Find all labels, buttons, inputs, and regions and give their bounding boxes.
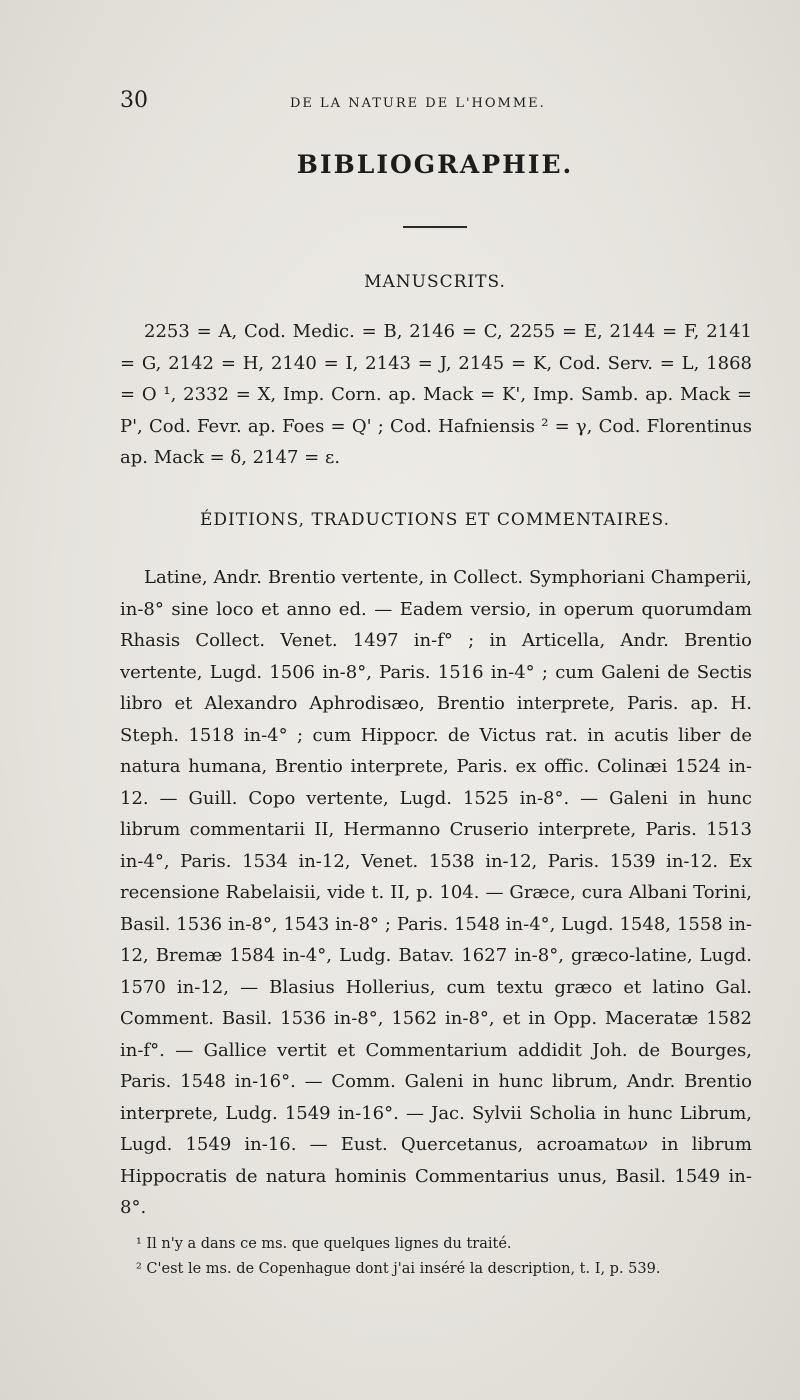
running-head — [120, 88, 750, 113]
page-number: 30 — [120, 88, 148, 113]
footnote-2: ² C'est le ms. de Copenhague dont j'ai inséré la description, t. I, p. 539. — [136, 1261, 661, 1277]
manuscripts-heading: MANUSCRITS. — [364, 272, 506, 292]
editions-paragraph: Latine, Andr. Brentio vertente, in Collect. Symphoriani Champerii, in-8° sine loco et anno ed. — Eadem versio, in operum quorumdam Rhasis Collect. Venet. 1497 in-f° ; in Articella, Andr. Brentio vertente, Lugd. 1506 in-8°, Paris. 1516 in-4° ; cum Galeni de Sectis libro et Alexandro Aphrodisæo, Brentio interprete, Paris. ap. H. Steph. 1518 in-4° ; cum Hippocr. de Victus rat. in acutis liber de natura humana, Brentio interprete, Paris. ex offic. Colinæi 1524 in-12. — Guill. Copo vertente, Lugd. 1525 in-8°. — Galeni in hunc librum commentarii II, Hermanno Cruserio interprete, Paris. 1513 in-4°, Paris. 1534 in-12, Venet. 1538 in-12, Paris. 1539 in-12. Ex recensione Rabelaisii, vide t. II, p. 104. — Græce, cura Albani Torini, Basil. 1536 in-8°, 1543 in-8° ; Paris. 1548 in-4°, Lugd. 1548, 1558 in-12, Bremæ 1584 in-4°, Ludg. Batav. 1627 in-8°, græco-latine, Lugd. 1570 in-12, — Blasius Hollerius, cum textu græco et latino Gal. Comment. Basil. 1536 in-8°, 1562 in-8°, et in Opp. Maceratæ 1582 in-f°. — Gallice vertit et Commentarium addidit Joh. de Bourges, Paris. 1548 in-16°. — Comm. Galeni in hunc librum, Andr. Brentio interprete, Ludg. 1549 in-16°. — Jac. Sylvii Scholia in hunc Librum, Lugd. 1549 in-16. — Eust. Quercetanus, acroamatων in librum Hippocratis de natura hominis Commentarius unus, Basil. 1549 in-8°. — [120, 567, 752, 1218]
running-title: DE LA NATURE DE L'HOMME. — [290, 96, 546, 111]
manuscripts-paragraph: 2253 = A, Cod. Medic. = B, 2146 = C, 2255 = E, 2144 = F, 2141 = G, 2142 = H, 2140 = I, 2143 = J, 2145 = K, Cod. Serv. = L, 1868 = O ¹, 2332 = X, Imp. Corn. ap. Mack = K', Imp. Samb. ap. Mack = P', Cod. Fevr. ap. Foes = Q' ; Cod. Hafniensis ² = γ, Cod. Florentinus ap. Mack = δ, 2147 = ε. — [120, 321, 752, 468]
title-divider — [403, 226, 467, 228]
footnotes — [120, 1232, 752, 1282]
editions-heading: ÉDITIONS, TRADUCTIONS ET COMMENTAIRES. — [199, 510, 670, 530]
footnote-1: ¹ Il n'y a dans ce ms. que quelques lignes du traité. — [136, 1236, 512, 1252]
page-title: BIBLIOGRAPHIE. — [296, 150, 574, 179]
